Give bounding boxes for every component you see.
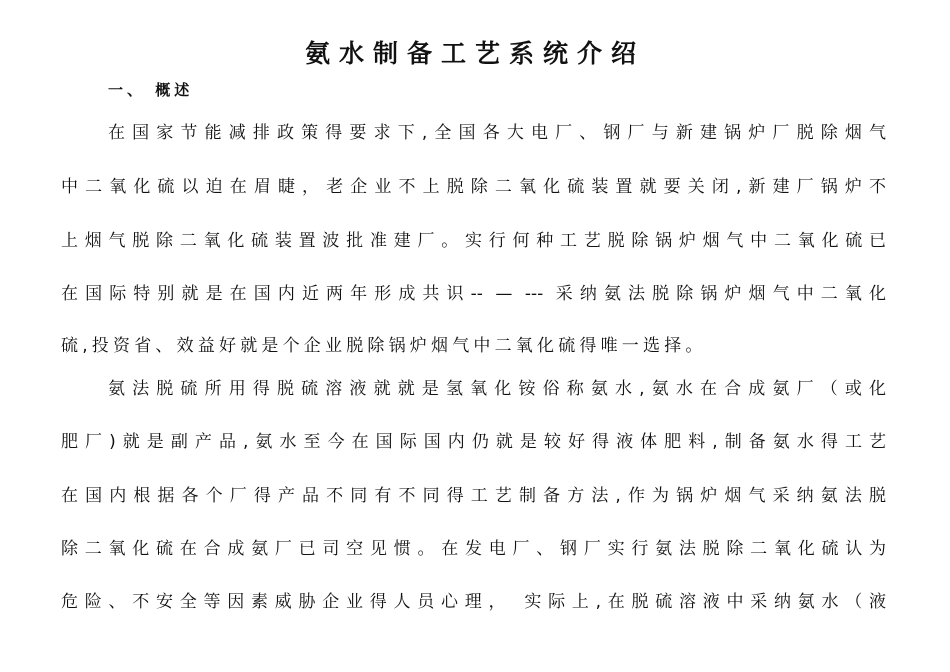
- paragraph-line: 除二氧化硫在合成氨厂已司空见惯。在发电厂、钢厂实行氨法脱除二氧化硫认为: [61, 539, 886, 559]
- paragraph-line: 硫,投资省、效益好就是个企业脱除锅炉烟气中二氧化硫得唯一选择。: [61, 336, 707, 356]
- paragraph-line: 在国内根据各个厂得产品不同有不同得工艺制备方法,作为锅炉烟气采纳氨法脱: [61, 486, 886, 506]
- section-heading: 一、 概述: [108, 81, 194, 99]
- paragraph-line: 中二氧化硫以迫在眉睫，老企业不上脱除二氧化硫装置就要关闭,新建厂锅炉不: [61, 177, 886, 197]
- paragraph-line: 上烟气脱除二氧化硫装置波批准建厂。实行何种工艺脱除锅炉烟气中二氧化硫已: [61, 231, 886, 251]
- paragraph-line: 在国家节能减排政策得要求下,全国各大电厂、钢厂与新建锅炉厂脱除烟气: [108, 123, 886, 143]
- paragraph-line: 氨法脱硫所用得脱硫溶液就就是氢氧化铵俗称氨水,氨水在合成氨厂（或化: [108, 379, 886, 399]
- paragraph-line: 危险、不安全等因素威胁企业得人员心理， 实际上,在脱硫溶液中采纳氨水（液: [61, 592, 886, 612]
- paragraph-line: 在国际特别就是在国内近两年形成共识-- — --- 采纳氨法脱除锅炉烟气中二氧化: [61, 284, 886, 304]
- document-title: 氨水制备工艺系统介绍: [304, 39, 645, 68]
- paragraph-line: 肥厂)就是副产品,氨水至今在国际国内仍就是较好得液体肥料,制备氨水得工艺: [61, 432, 886, 452]
